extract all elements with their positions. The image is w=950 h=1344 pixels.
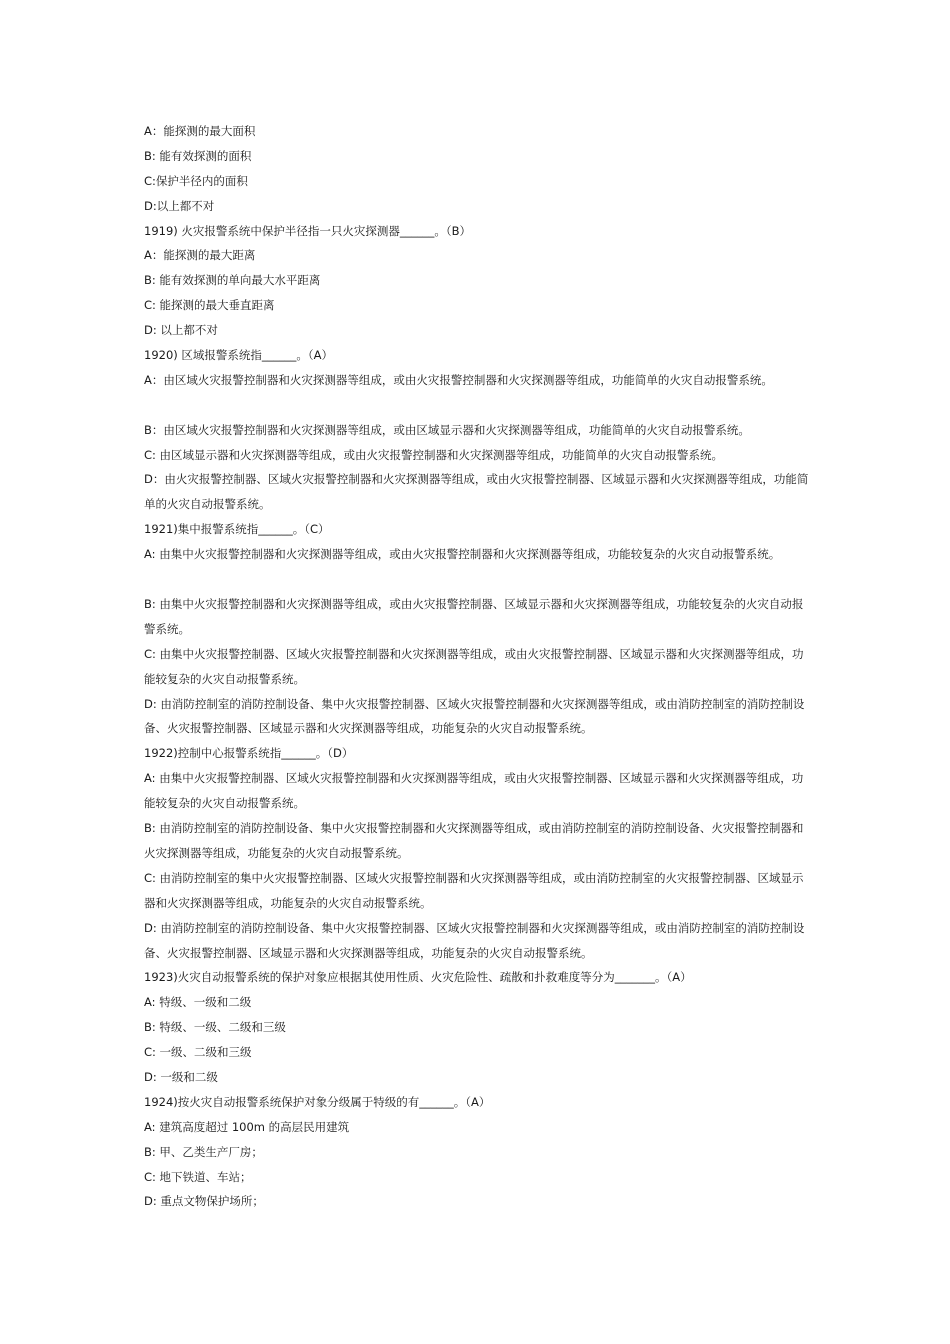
option-d-line: D:以上都不对 bbox=[144, 198, 215, 213]
option-b-line: B: 能有效探测的单向最大水平距离 bbox=[144, 273, 321, 288]
option-c-line: C: 能探测的最大垂直距离 bbox=[144, 298, 275, 313]
option-a-paragraph: A: 由集中火灾报警控制器、区域火灾报警控制器和火灾探测器等组成，或由火灾报警控制器、区域显示器和火灾探测器等组成，功能较复杂的火灾自动报警系统。 bbox=[144, 771, 804, 811]
option-c-line: C: 一级、二级和三级 bbox=[144, 1045, 252, 1060]
option-c-paragraph: C: 由集中火灾报警控制器、区域火灾报警控制器和火灾探测器等组成，或由火灾报警控制器、区域显示器和火灾探测器等组成，功能较复杂的火灾自动报警系统。 bbox=[144, 646, 804, 686]
option-a-line: A: 建筑高度超过 100m 的高层民用建筑 bbox=[144, 1119, 350, 1134]
option-b-line: B: 特级、一级、二级和三级 bbox=[144, 1020, 286, 1035]
option-d-paragraph: D: 由消防控制室的消防控制设备、集中火灾报警控制器、区域火灾报警控制器和火灾探测器等组成，或由消防控制室的消防控制设备、火灾报警控制器、区域显示器和火灾探测器等组成，功能复杂的火灾自动报警系统。 bbox=[144, 696, 805, 736]
option-b-line: B: 能有效探测的面积 bbox=[144, 148, 252, 163]
option-b-paragraph: B: 由消防控制室的消防控制设备、集中火灾报警控制器和火灾探测器等组成，或由消防控制室的消防控制设备、火灾报警控制器和火灾探测器等组成，功能复杂的火灾自动报警系统。 bbox=[144, 821, 804, 860]
option-d-line: D: 一级和二级 bbox=[144, 1070, 218, 1084]
question-1919: 1919) 火灾报警系统中保护半径指一只火灾探测器______。（B） bbox=[144, 223, 472, 238]
option-c-line: C:保护半径内的面积 bbox=[144, 173, 248, 188]
option-d-line: D: 以上都不对 bbox=[144, 323, 218, 338]
question-1920: 1920) 区域报警系统指______。（A） bbox=[144, 348, 334, 363]
question-1922: 1922)控制中心报警系统指______。（D） bbox=[144, 746, 354, 761]
option-a-line: A：能探测的最大距离 bbox=[144, 248, 256, 263]
question-1924: 1924)按火灾自动报警系统保护对象分级属于特级的有______。（A） bbox=[144, 1094, 491, 1109]
question-content bbox=[144, 119, 810, 1214]
option-c-paragraph: C: 由消防控制室的集中火灾报警控制器、区域火灾报警控制器和火灾探测器等组成，或由消防控制室的火灾报警控制器、区域显示器和火灾探测器等组成，功能复杂的火灾自动报警系统。 bbox=[144, 870, 804, 910]
option-b-line: B: 甲、乙类生产厂房； bbox=[144, 1144, 263, 1159]
option-a-paragraph: A：由区域火灾报警控制器和火灾探测器等组成，或由火灾报警控制器和火灾探测器等组成，功能简单的火灾自动报警系统。 bbox=[144, 372, 773, 387]
option-a-line: A：能探测的最大面积 bbox=[144, 124, 256, 138]
option-d-line: D: 重点文物保护场所； bbox=[144, 1194, 264, 1209]
option-c-line: C: 地下铁道、车站； bbox=[144, 1169, 252, 1184]
option-d-paragraph: D：由火灾报警控制器、区域火灾报警控制器和火灾探测器等组成，或由火灾报警控制器、区域显示器和火灾探测器等组成，功能简单的火灾自动报警系统。 bbox=[144, 472, 809, 512]
option-d-paragraph: D: 由消防控制室的消防控制设备、集中火灾报警控制器、区域火灾报警控制器和火灾探测器等组成，或由消防控制室的消防控制设备、火灾报警控制器、区域显示器和火灾探测器等组成，功能复杂的火灾自动报警系统。 bbox=[144, 920, 805, 960]
question-1921: 1921)集中报警系统指______。（C） bbox=[144, 522, 330, 537]
option-b-line: B：由区域火灾报警控制器和火灾探测器等组成，或由区域显示器和火灾探测器等组成，功能简单的火灾自动报警系统。 bbox=[144, 422, 750, 437]
option-a-paragraph: A: 由集中火灾报警控制器和火灾探测器等组成，或由火灾报警控制器和火灾探测器等组成，功能较复杂的火灾自动报警系统。 bbox=[144, 547, 781, 562]
question-1923: 1923)火灾自动报警系统的保护对象应根据其使用性质、火灾危险性、疏散和扑救难度等分为_______。（A） bbox=[144, 970, 692, 985]
option-b-paragraph: B: 由集中火灾报警控制器和火灾探测器等组成，或由火灾报警控制器、区域显示器和火灾探测器等组成，功能较复杂的火灾自动报警系统。 bbox=[144, 596, 804, 636]
option-a-line: A: 特级、一级和二级 bbox=[144, 995, 252, 1010]
option-c-line: C: 由区域显示器和火灾探测器等组成，或由火灾报警控制器和火灾探测器等组成，功能简单的火灾自动报警系统。 bbox=[144, 447, 724, 462]
